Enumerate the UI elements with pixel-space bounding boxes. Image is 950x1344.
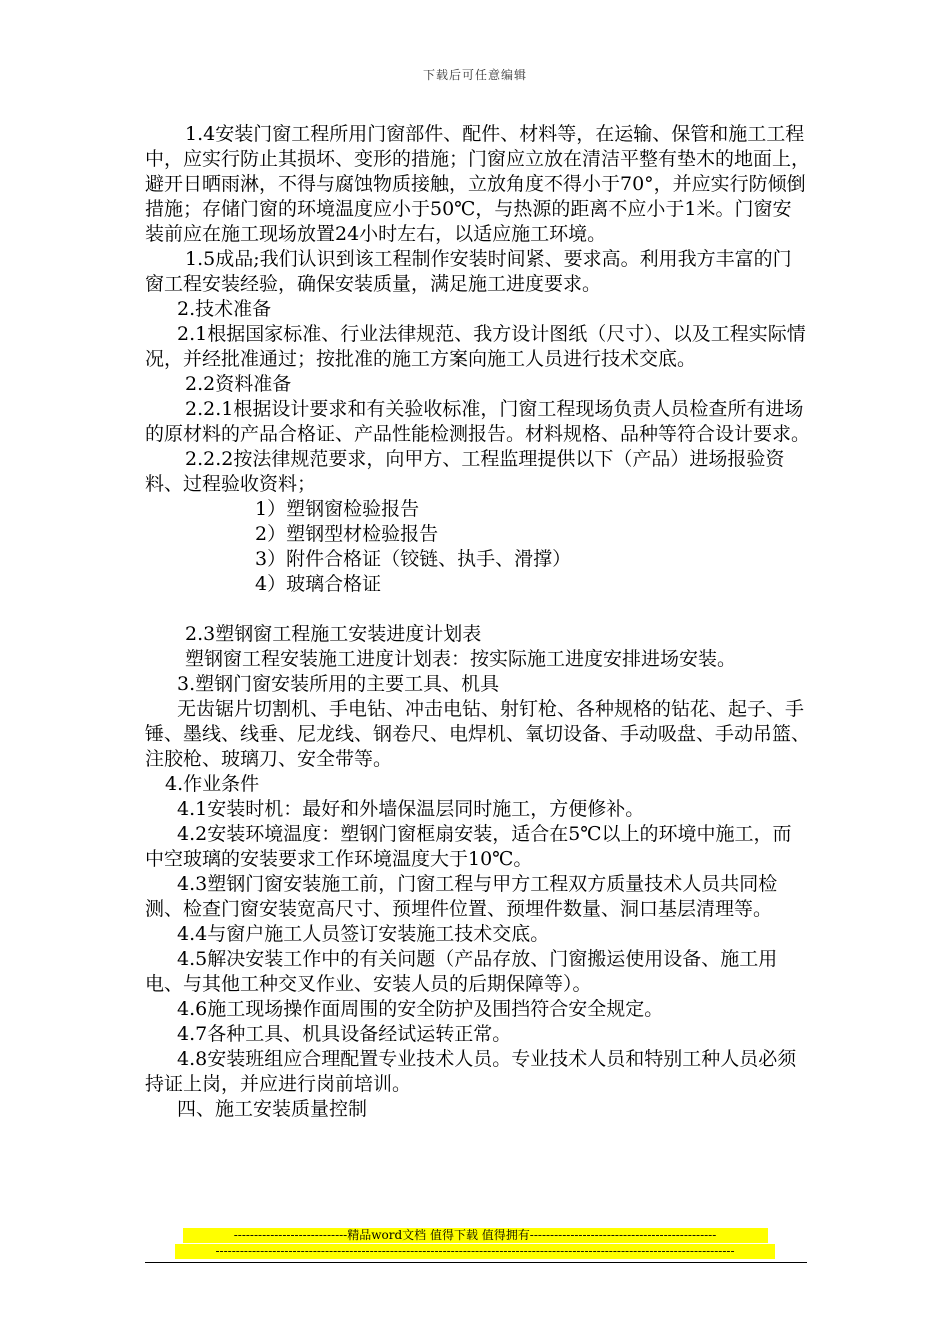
list-item-2: 2）塑钢型材检验报告 bbox=[255, 523, 439, 545]
blank-line bbox=[145, 597, 810, 622]
paragraph-1-5: 1.5成品;我们认识到该工程制作安装时间紧、要求高。利用我方丰富的门窗工程安装经验，确保安装质量，满足施工进度要求。 bbox=[145, 248, 792, 295]
footer-banner-text: ----------------------------精品word文档 值得下载 值得拥有---------------------------------------------- bbox=[183, 1228, 768, 1243]
heading-2-3-schedule: 2.3塑钢窗工程施工安装进度计划表 bbox=[185, 623, 482, 645]
heading-4-conditions: 4.作业条件 bbox=[165, 773, 260, 795]
page-header: 下载后可任意编辑 bbox=[422, 68, 527, 82]
paragraph-4-5: 4.5解决安装工作中的有关问题（产品存放、门窗搬运使用设备、施工用电、与其他工种交叉作业、安装人员的后期保障等）。 bbox=[145, 948, 778, 995]
document-body bbox=[145, 122, 810, 1122]
paragraph-1-4: 1.4安装门窗工程所用门窗部件、配件、材料等，在运输、保管和施工工程中，应实行防止其损坏、变形的措施；门窗应立放在清洁平整有垫木的地面上，避开日晒雨淋，不得与腐蚀物质接触，立放角度不得小于70°，并应实行防倾倒措施；存储门窗的环境温度应小于50℃，与热源的距离不应小于1米。门窗安装前应在施工现场放置24小时左右，以适应施工环境。 bbox=[145, 123, 811, 245]
footer-dash-line: -------------------------------------------------------------------------------------------------------------------------------- bbox=[175, 1244, 775, 1259]
paragraph-4-8: 4.8安装班组应合理配置专业技术人员。专业技术人员和特别工种人员必须持证上岗，并应进行岗前培训。 bbox=[145, 1048, 797, 1095]
footer-banner-line-2 bbox=[0, 1244, 950, 1263]
list-item-4: 4）玻璃合格证 bbox=[255, 573, 382, 595]
heading-3-tools: 3.塑钢门窗安装所用的主要工具、机具 bbox=[177, 673, 500, 695]
paragraph-4-4: 4.4与窗户施工人员签订安装施工技术交底。 bbox=[177, 923, 550, 945]
heading-section-four: 四、施工安装质量控制 bbox=[177, 1098, 368, 1120]
paragraph-2-2-2: 2.2.2按法律规范要求，向甲方、工程监理提供以下（产品）进场报验资料、过程验收资料； bbox=[145, 448, 785, 495]
paragraph-3-tools: 无齿锯片切割机、手电钻、冲击电钻、射钉枪、各种规格的钻花、起子、手锤、墨线、线垂、尼龙线、钢卷尺、电焊机、氧切设备、手动吸盘、手动吊篮、注胶枪、玻璃刀、安全带等。 bbox=[145, 698, 811, 770]
heading-2-tech-prep: 2.技术准备 bbox=[177, 298, 272, 320]
list-item-1: 1）塑钢窗检验报告 bbox=[255, 498, 420, 520]
footer-rule bbox=[145, 1262, 807, 1263]
paragraph-2-3: 塑钢窗工程安装施工进度计划表：按实际施工进度安排进场安装。 bbox=[185, 648, 737, 670]
heading-2-2-materials: 2.2资料准备 bbox=[185, 373, 292, 395]
paragraph-4-6: 4.6施工现场操作面周围的安全防护及围挡符合安全规定。 bbox=[177, 998, 664, 1020]
paragraph-2-1: 2.1根据国家标准、行业法律规范、我方设计图纸（尺寸）、以及工程实际情况，并经批准通过；按批准的施工方案向施工人员进行技术交底。 bbox=[145, 323, 806, 370]
paragraph-4-7: 4.7各种工具、机具设备经试运转正常。 bbox=[177, 1023, 512, 1045]
paragraph-4-2: 4.2安装环境温度：塑钢门窗框扇安装，适合在5℃以上的环境中施工，而中空玻璃的安装要求工作环境温度大于10℃。 bbox=[145, 823, 792, 870]
paragraph-2-2-1: 2.2.1根据设计要求和有关验收标准，门窗工程现场负责人员检查所有进场的原材料的产品合格证、产品性能检测报告。材料规格、品种等符合设计要求。 bbox=[145, 398, 811, 445]
paragraph-4-3: 4.3塑钢门窗安装施工前，门窗工程与甲方工程双方质量技术人员共同检测、检查门窗安装宽高尺寸、预埋件位置、预埋件数量、洞口基层清理等。 bbox=[145, 873, 778, 920]
paragraph-4-1: 4.1安装时机：最好和外墙保温层同时施工，方便修补。 bbox=[177, 798, 645, 820]
list-item-3: 3）附件合格证（铰链、执手、滑撑） bbox=[255, 548, 572, 570]
